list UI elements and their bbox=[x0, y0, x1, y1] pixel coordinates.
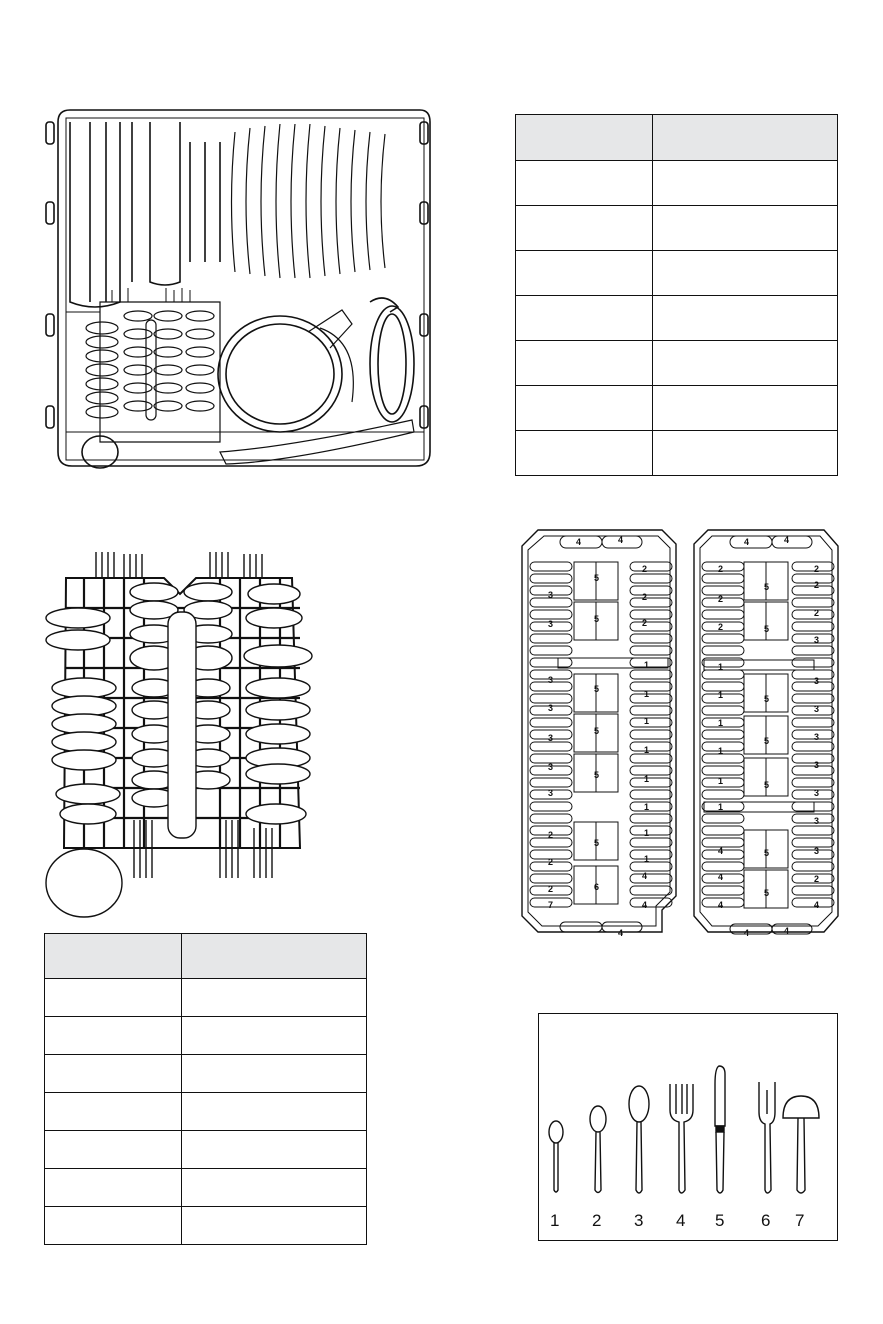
slot-number: 5 bbox=[594, 770, 600, 780]
table-row bbox=[516, 206, 838, 251]
slot-number: 2 bbox=[642, 564, 648, 574]
cutlery-number: 1 bbox=[550, 1211, 560, 1230]
slot-number: 2 bbox=[642, 592, 648, 602]
slot-number: 1 bbox=[718, 662, 724, 672]
table-row bbox=[45, 1207, 367, 1245]
table-row bbox=[516, 161, 838, 206]
slot-number: 4 bbox=[642, 871, 648, 881]
slot-number: 1 bbox=[644, 854, 650, 864]
slot-number: 4 bbox=[784, 535, 790, 545]
slot-number: 2 bbox=[548, 830, 554, 840]
loading-table-lower bbox=[44, 933, 367, 1245]
slot-number: 3 bbox=[814, 846, 820, 856]
soup-spoon-icon bbox=[629, 1086, 649, 1193]
slot-number: 5 bbox=[764, 888, 770, 898]
slot-number: 1 bbox=[644, 745, 650, 755]
table-row bbox=[516, 431, 838, 476]
slot-number: 4 bbox=[718, 872, 724, 882]
table-row bbox=[516, 386, 838, 431]
slot-number: 3 bbox=[814, 635, 820, 645]
slot-number: 2 bbox=[718, 594, 724, 604]
slot-number: 3 bbox=[548, 590, 554, 600]
serving-fork-icon bbox=[759, 1082, 775, 1193]
slot-number: 3 bbox=[814, 760, 820, 770]
slot-number: 5 bbox=[594, 838, 600, 848]
table-row bbox=[45, 1093, 367, 1131]
table-header-cell bbox=[182, 934, 367, 979]
table-header-row bbox=[516, 115, 838, 161]
slot-number: 7 bbox=[548, 900, 554, 910]
slot-number: 4 bbox=[744, 928, 750, 938]
serving-ladle-icon bbox=[783, 1096, 819, 1193]
table-row bbox=[45, 1055, 367, 1093]
slot-number: 2 bbox=[814, 564, 820, 574]
slot-number: 3 bbox=[548, 675, 554, 685]
table-header-row bbox=[45, 934, 367, 979]
loaded-cutlery-basket-illustration bbox=[44, 548, 316, 918]
slot-number: 4 bbox=[618, 928, 624, 938]
slot-number: 5 bbox=[764, 582, 770, 592]
table-header-cell bbox=[45, 934, 182, 979]
slot-number: 5 bbox=[764, 848, 770, 858]
slot-number: 2 bbox=[814, 874, 820, 884]
cutlery-legend-graphic bbox=[539, 1014, 837, 1240]
loading-table-upper bbox=[515, 114, 838, 476]
table-row bbox=[516, 341, 838, 386]
cutlery-basket-layout-diagram bbox=[518, 526, 842, 948]
slot-number: 3 bbox=[548, 703, 554, 713]
slot-number: 4 bbox=[618, 535, 624, 545]
slot-number: 3 bbox=[548, 619, 554, 629]
table-row bbox=[516, 251, 838, 296]
cutlery-number: 4 bbox=[676, 1211, 686, 1230]
slot-number: 4 bbox=[744, 537, 750, 547]
table-header-cell bbox=[516, 115, 653, 161]
slot-number: 5 bbox=[594, 614, 600, 624]
table-row bbox=[45, 1169, 367, 1207]
slot-number: 1 bbox=[718, 802, 724, 812]
slot-number: 2 bbox=[548, 884, 554, 894]
slot-number: 1 bbox=[718, 690, 724, 700]
knife-icon bbox=[715, 1066, 725, 1193]
table-row bbox=[45, 979, 367, 1017]
slot-number: 3 bbox=[548, 788, 554, 798]
slot-number: 2 bbox=[718, 564, 724, 574]
table-row bbox=[516, 296, 838, 341]
slot-number: 2 bbox=[548, 857, 554, 867]
slot-number: 2 bbox=[718, 622, 724, 632]
slot-number: 6 bbox=[594, 882, 600, 892]
slot-number: 4 bbox=[642, 900, 648, 910]
slot-number: 1 bbox=[718, 746, 724, 756]
slot-number: 1 bbox=[644, 716, 650, 726]
fork-icon bbox=[670, 1084, 693, 1193]
cutlery-legend-box bbox=[538, 1013, 838, 1241]
slot-number: 1 bbox=[718, 718, 724, 728]
slot-number: 3 bbox=[814, 704, 820, 714]
teaspoon-icon bbox=[549, 1121, 563, 1192]
table-header-cell bbox=[653, 115, 838, 161]
slot-number: 5 bbox=[594, 573, 600, 583]
slot-number: 4 bbox=[718, 846, 724, 856]
slot-number: 5 bbox=[764, 624, 770, 634]
slot-number: 3 bbox=[814, 816, 820, 826]
slot-number: 2 bbox=[814, 608, 820, 618]
slot-number: 1 bbox=[644, 689, 650, 699]
slot-number: 5 bbox=[594, 726, 600, 736]
slot-number: 1 bbox=[644, 828, 650, 838]
slot-number: 1 bbox=[644, 660, 650, 670]
slot-number: 2 bbox=[642, 618, 648, 628]
slot-number: 3 bbox=[814, 788, 820, 798]
cutlery-number: 6 bbox=[761, 1211, 771, 1230]
slot-number: 2 bbox=[814, 580, 820, 590]
slot-number: 4 bbox=[576, 537, 582, 547]
slot-number: 5 bbox=[764, 694, 770, 704]
cutlery-number: 7 bbox=[795, 1211, 805, 1230]
slot-number: 3 bbox=[548, 733, 554, 743]
slot-number: 4 bbox=[784, 926, 790, 936]
slot-number: 1 bbox=[718, 776, 724, 786]
dessert-spoon-icon bbox=[590, 1106, 606, 1193]
cutlery-number: 2 bbox=[592, 1211, 602, 1230]
cutlery-number: 3 bbox=[634, 1211, 644, 1230]
slot-number: 3 bbox=[814, 676, 820, 686]
table-row bbox=[45, 1131, 367, 1169]
slot-number: 4 bbox=[718, 900, 724, 910]
slot-number: 3 bbox=[548, 762, 554, 772]
loaded-rack-illustration bbox=[40, 102, 436, 474]
slot-number: 5 bbox=[764, 736, 770, 746]
slot-number: 1 bbox=[644, 802, 650, 812]
cutlery-number: 5 bbox=[715, 1211, 725, 1230]
table-row bbox=[45, 1017, 367, 1055]
slot-number: 3 bbox=[814, 732, 820, 742]
slot-number: 5 bbox=[594, 684, 600, 694]
slot-number: 5 bbox=[764, 780, 770, 790]
slot-number: 1 bbox=[644, 774, 650, 784]
slot-number: 4 bbox=[814, 900, 820, 910]
